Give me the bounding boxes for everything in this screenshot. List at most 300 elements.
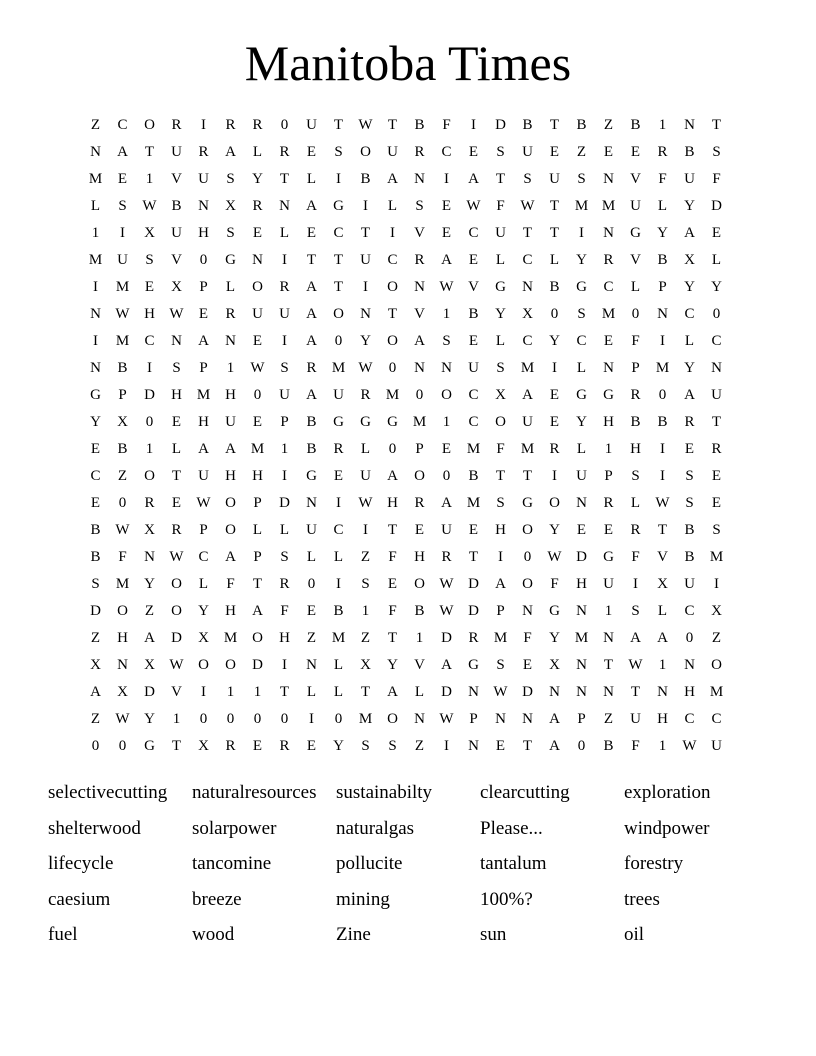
grid-letter: 1 [253, 684, 262, 700]
grid-letter: F [631, 333, 640, 349]
grid-letter: D [441, 630, 452, 646]
grid-letter: I [660, 468, 665, 484]
word-row [48, 918, 768, 953]
grid-letter: L [279, 225, 290, 241]
grid-letter: E [171, 414, 182, 430]
grid-letter: H [387, 495, 398, 511]
grid-letter: O [144, 117, 155, 133]
grid-letter: O [387, 279, 398, 295]
grid-letter: E [468, 522, 479, 538]
grid-letter: T [657, 522, 668, 538]
grid-letter: S [145, 252, 154, 268]
grid-letter: A [684, 387, 695, 403]
grid-letter: C [522, 252, 533, 268]
grid-letter: F [523, 630, 532, 646]
grid-letter: 0 [118, 495, 127, 511]
grid-letter: E [90, 441, 101, 457]
grid-row [82, 652, 742, 679]
grid-letter: G [333, 198, 344, 214]
grid-letter: W [115, 522, 130, 538]
grid-letter: T [333, 252, 344, 268]
grid-letter: T [495, 171, 506, 187]
grid-letter: N [522, 279, 533, 295]
grid-letter: O [198, 657, 209, 673]
grid-letter: I [714, 576, 719, 592]
grid-letter: I [93, 279, 98, 295]
grid-letter: 0 [388, 441, 397, 457]
grid-letter: R [603, 252, 614, 268]
grid-letter: O [522, 522, 533, 538]
grid-letter: F [388, 549, 397, 565]
grid-letter: I [282, 252, 287, 268]
grid-letter: P [658, 279, 667, 295]
grid-letter: T [522, 468, 533, 484]
word-item: Please... [480, 817, 543, 839]
grid-letter: D [576, 549, 587, 565]
grid-letter: F [388, 603, 397, 619]
grid-letter: M [520, 441, 535, 457]
grid-letter: X [117, 414, 128, 430]
grid-letter: H [576, 576, 587, 592]
grid-letter: B [117, 441, 128, 457]
grid-letter: L [576, 360, 587, 376]
grid-letter: C [576, 333, 587, 349]
grid-letter: S [172, 360, 181, 376]
grid-letter: 0 [91, 738, 100, 754]
grid-letter: V [171, 171, 182, 187]
grid-row [82, 274, 742, 301]
grid-letter: X [90, 657, 101, 673]
grid-letter: 0 [442, 468, 451, 484]
grid-letter: L [171, 441, 182, 457]
grid-letter: X [198, 630, 209, 646]
grid-letter: H [225, 603, 236, 619]
grid-letter: S [361, 576, 370, 592]
grid-letter: G [144, 738, 155, 754]
grid-letter: M [331, 360, 346, 376]
grid-letter: Y [90, 414, 101, 430]
grid-letter: S [91, 576, 100, 592]
grid-row [82, 679, 742, 706]
grid-letter: E [684, 441, 695, 457]
grid-letter: S [334, 144, 343, 160]
grid-letter: S [685, 495, 694, 511]
word-item: selectivecutting [48, 782, 168, 803]
grid-letter: A [306, 333, 317, 349]
grid-letter: W [547, 549, 562, 565]
grid-row [82, 220, 742, 247]
grid-letter: M [250, 441, 265, 457]
grid-letter: S [685, 468, 694, 484]
grid-letter: L [576, 441, 587, 457]
grid-letter: R [414, 144, 425, 160]
grid-letter: L [252, 144, 263, 160]
grid-letter: G [360, 414, 371, 430]
grid-letter: P [604, 468, 613, 484]
grid-letter: B [549, 279, 560, 295]
grid-letter: U [468, 360, 479, 376]
grid-letter: R [414, 252, 425, 268]
grid-letter: W [115, 711, 130, 727]
grid-letter: C [387, 252, 398, 268]
grid-letter: N [603, 360, 614, 376]
grid-letter: C [333, 522, 344, 538]
grid-letter: 1 [604, 603, 613, 619]
grid-letter: N [549, 684, 560, 700]
grid-letter: R [225, 117, 236, 133]
grid-letter: H [495, 522, 506, 538]
grid-letter: E [711, 495, 722, 511]
grid-letter: W [655, 495, 670, 511]
grid-letter: Z [360, 549, 371, 565]
grid-letter: T [549, 225, 560, 241]
grid-row [82, 247, 742, 274]
grid-letter: Z [603, 711, 614, 727]
grid-letter: O [495, 414, 506, 430]
grid-letter: B [90, 549, 101, 565]
grid-letter: A [657, 630, 668, 646]
word-item: pollucite [336, 853, 403, 874]
grid-letter: B [306, 414, 317, 430]
grid-row [82, 625, 742, 652]
grid-letter: I [444, 738, 449, 754]
grid-letter: T [306, 252, 317, 268]
page-title: Manitoba Times [244, 35, 572, 91]
grid-letter: 0 [415, 387, 424, 403]
grid-letter: R [414, 495, 425, 511]
grid-letter: O [252, 279, 263, 295]
grid-letter: M [493, 630, 508, 646]
grid-letter: A [306, 387, 317, 403]
grid-letter: I [201, 684, 206, 700]
grid-letter: W [250, 360, 265, 376]
grid-letter: W [466, 198, 481, 214]
grid-letter: 0 [226, 711, 235, 727]
grid-letter: T [522, 738, 533, 754]
grid-letter: E [306, 738, 317, 754]
grid-letter: N [522, 711, 533, 727]
grid-letter: E [252, 414, 263, 430]
grid-letter: R [306, 360, 317, 376]
grid-letter: Z [603, 117, 614, 133]
grid-letter: 1 [442, 306, 451, 322]
grid-letter: B [414, 117, 425, 133]
grid-letter: E [306, 603, 317, 619]
grid-letter: Y [549, 333, 560, 349]
grid-letter: 0 [550, 306, 559, 322]
grid-letter: A [225, 441, 236, 457]
grid-letter: H [684, 684, 695, 700]
grid-letter: 0 [334, 711, 343, 727]
grid-letter: H [117, 630, 128, 646]
grid-letter: T [279, 684, 290, 700]
grid-letter: E [306, 144, 317, 160]
grid-letter: F [712, 171, 721, 187]
grid-letter: E [603, 144, 614, 160]
grid-letter: O [333, 306, 344, 322]
grid-letter: I [498, 549, 503, 565]
grid-letter: Z [90, 630, 101, 646]
grid-letter: L [333, 684, 344, 700]
grid-letter: E [711, 468, 722, 484]
grid-letter: G [333, 414, 344, 430]
grid-letter: B [171, 198, 182, 214]
grid-letter: M [466, 441, 481, 457]
grid-letter: T [279, 171, 290, 187]
grid-letter: N [252, 252, 263, 268]
grid-letter: N [306, 495, 317, 511]
grid-letter: D [144, 387, 155, 403]
grid-letter: I [552, 360, 557, 376]
grid-letter: V [171, 684, 182, 700]
grid-letter: U [225, 414, 236, 430]
grid-letter: S [496, 657, 505, 673]
grid-letter: X [711, 603, 722, 619]
grid-letter: C [144, 333, 155, 349]
grid-letter: 0 [307, 576, 316, 592]
grid-letter: N [198, 198, 209, 214]
grid-letter: U [603, 576, 614, 592]
grid-letter: O [387, 711, 398, 727]
grid-letter: T [711, 117, 722, 133]
grid-letter: N [603, 225, 614, 241]
grid-letter: W [439, 603, 454, 619]
grid-letter: Z [117, 468, 128, 484]
grid-letter: 1 [415, 630, 424, 646]
word-item: clearcutting [480, 782, 570, 803]
grid-letter: W [358, 360, 373, 376]
grid-letter: X [171, 279, 182, 295]
grid-letter: A [495, 576, 506, 592]
grid-letter: M [412, 414, 427, 430]
word-item: windpower [624, 817, 710, 839]
grid-letter: H [225, 468, 236, 484]
grid-letter: R [279, 144, 290, 160]
grid-letter: T [360, 225, 371, 241]
grid-letter: T [522, 225, 533, 241]
grid-letter: I [633, 576, 638, 592]
grid-letter: G [387, 414, 398, 430]
grid-letter: Z [711, 630, 722, 646]
grid-letter: 0 [253, 711, 262, 727]
grid-letter: S [280, 360, 289, 376]
grid-letter: G [495, 279, 506, 295]
grid-letter: O [522, 576, 533, 592]
grid-letter: N [603, 171, 614, 187]
grid-letter: D [441, 684, 452, 700]
grid-letter: E [252, 333, 263, 349]
grid-letter: Z [90, 711, 101, 727]
grid-letter: G [468, 657, 479, 673]
grid-letter: N [171, 333, 182, 349]
grid-letter: R [252, 117, 263, 133]
grid-letter: U [333, 387, 344, 403]
grid-letter: C [198, 549, 209, 565]
grid-letter: S [577, 306, 586, 322]
grid-letter: X [144, 225, 155, 241]
grid-letter: I [282, 657, 287, 673]
grid-letter: P [469, 711, 478, 727]
grid-letter: A [252, 603, 263, 619]
grid-letter: Y [495, 306, 506, 322]
grid-row [82, 706, 742, 733]
grid-letter: U [306, 522, 317, 538]
grid-letter: F [631, 549, 640, 565]
grid-letter: A [387, 684, 398, 700]
grid-letter: L [252, 522, 263, 538]
grid-letter: U [711, 738, 722, 754]
grid-letter: 0 [199, 711, 208, 727]
grid-letter: T [387, 522, 398, 538]
grid-row [82, 544, 742, 571]
grid-letter: G [306, 468, 317, 484]
grid-letter: P [253, 495, 262, 511]
grid-letter: F [550, 576, 559, 592]
grid-letter: F [280, 603, 289, 619]
grid-letter: N [684, 657, 695, 673]
grid-letter: S [523, 171, 532, 187]
grid-letter: F [118, 549, 127, 565]
grid-letter: H [252, 468, 263, 484]
grid-letter: U [522, 144, 533, 160]
grid-letter: S [712, 144, 721, 160]
grid-letter: R [279, 738, 290, 754]
grid-letter: V [414, 657, 425, 673]
grid-letter: V [171, 252, 182, 268]
grid-letter: N [90, 144, 101, 160]
grid-letter: W [520, 198, 535, 214]
grid-letter: O [144, 468, 155, 484]
word-item: solarpower [192, 817, 277, 839]
grid-letter: 0 [199, 252, 208, 268]
grid-letter: N [90, 306, 101, 322]
grid-letter: A [684, 225, 695, 241]
grid-letter: S [118, 198, 127, 214]
grid-letter: I [120, 225, 125, 241]
grid-letter: A [387, 171, 398, 187]
grid-row [82, 571, 742, 598]
grid-letter: V [657, 549, 668, 565]
grid-letter: H [198, 414, 209, 430]
grid-letter: N [144, 549, 155, 565]
word-item: tancomine [192, 853, 272, 874]
grid-letter: 0 [685, 630, 694, 646]
grid-letter: B [306, 441, 317, 457]
grid-letter: N [657, 306, 668, 322]
grid-letter: W [169, 657, 184, 673]
grid-letter: E [549, 387, 560, 403]
grid-letter: L [90, 198, 101, 214]
grid-letter: 1 [172, 711, 181, 727]
word-item: caesium [48, 888, 111, 910]
grid-letter: T [603, 657, 614, 673]
grid-letter: H [225, 387, 236, 403]
grid-letter: S [388, 738, 397, 754]
grid-letter: S [442, 333, 451, 349]
grid-letter: G [576, 279, 587, 295]
word-row [48, 883, 768, 918]
grid-letter: U [171, 144, 182, 160]
grid-letter: E [90, 495, 101, 511]
grid-letter: L [630, 279, 641, 295]
grid-letter: N [684, 117, 695, 133]
word-item: lifecycle [48, 853, 114, 874]
grid-letter: M [655, 360, 670, 376]
grid-letter: H [144, 306, 155, 322]
grid-letter: N [576, 684, 587, 700]
word-item: sun [480, 924, 507, 945]
grid-letter: Y [684, 279, 695, 295]
grid-row [82, 382, 742, 409]
grid-letter: W [142, 198, 157, 214]
grid-letter: E [117, 171, 128, 187]
grid-row [82, 598, 742, 625]
grid-letter: O [225, 522, 236, 538]
grid-letter: B [657, 252, 668, 268]
grid-letter: O [171, 576, 182, 592]
word-item: fuel [48, 924, 78, 945]
grid-letter: P [118, 387, 127, 403]
grid-letter: E [333, 468, 344, 484]
grid-letter: 0 [658, 387, 667, 403]
grid-letter: F [226, 576, 235, 592]
grid-letter: U [684, 171, 695, 187]
grid-letter: E [468, 144, 479, 160]
grid-letter: I [336, 576, 341, 592]
grid-letter: A [441, 657, 452, 673]
grid-letter: O [441, 387, 452, 403]
grid-letter: E [306, 225, 317, 241]
grid-letter: S [496, 495, 505, 511]
grid-letter: 1 [361, 603, 370, 619]
grid-letter: C [684, 306, 695, 322]
grid-letter: M [385, 387, 400, 403]
grid-letter: U [171, 225, 182, 241]
grid-letter: Z [306, 630, 317, 646]
grid-letter: 1 [658, 738, 667, 754]
grid-letter: M [574, 630, 589, 646]
grid-letter: I [552, 468, 557, 484]
grid-letter: U [198, 171, 209, 187]
grid-letter: L [225, 279, 236, 295]
word-item: exploration [624, 782, 711, 803]
grid-letter: N [279, 198, 290, 214]
grid-letter: G [225, 252, 236, 268]
grid-letter: A [441, 252, 452, 268]
grid-letter: C [90, 468, 101, 484]
grid-letter: P [415, 441, 424, 457]
grid-letter: T [171, 468, 182, 484]
grid-letter: G [90, 387, 101, 403]
grid-letter: S [280, 549, 289, 565]
grid-letter: A [225, 144, 236, 160]
word-item: tantalum [480, 853, 547, 874]
grid-letter: E [144, 279, 155, 295]
grid-letter: E [252, 738, 263, 754]
grid-letter: L [387, 198, 398, 214]
grid-letter: W [358, 495, 373, 511]
grid-letter: P [199, 522, 208, 538]
grid-letter: M [520, 360, 535, 376]
grid-letter: O [171, 603, 182, 619]
grid-letter: E [252, 225, 263, 241]
grid-letter: Z [360, 630, 371, 646]
grid-letter: A [225, 549, 236, 565]
grid-letter: I [444, 171, 449, 187]
grid-letter: Y [387, 657, 398, 673]
grid-letter: R [549, 441, 560, 457]
grid-row [82, 328, 742, 355]
